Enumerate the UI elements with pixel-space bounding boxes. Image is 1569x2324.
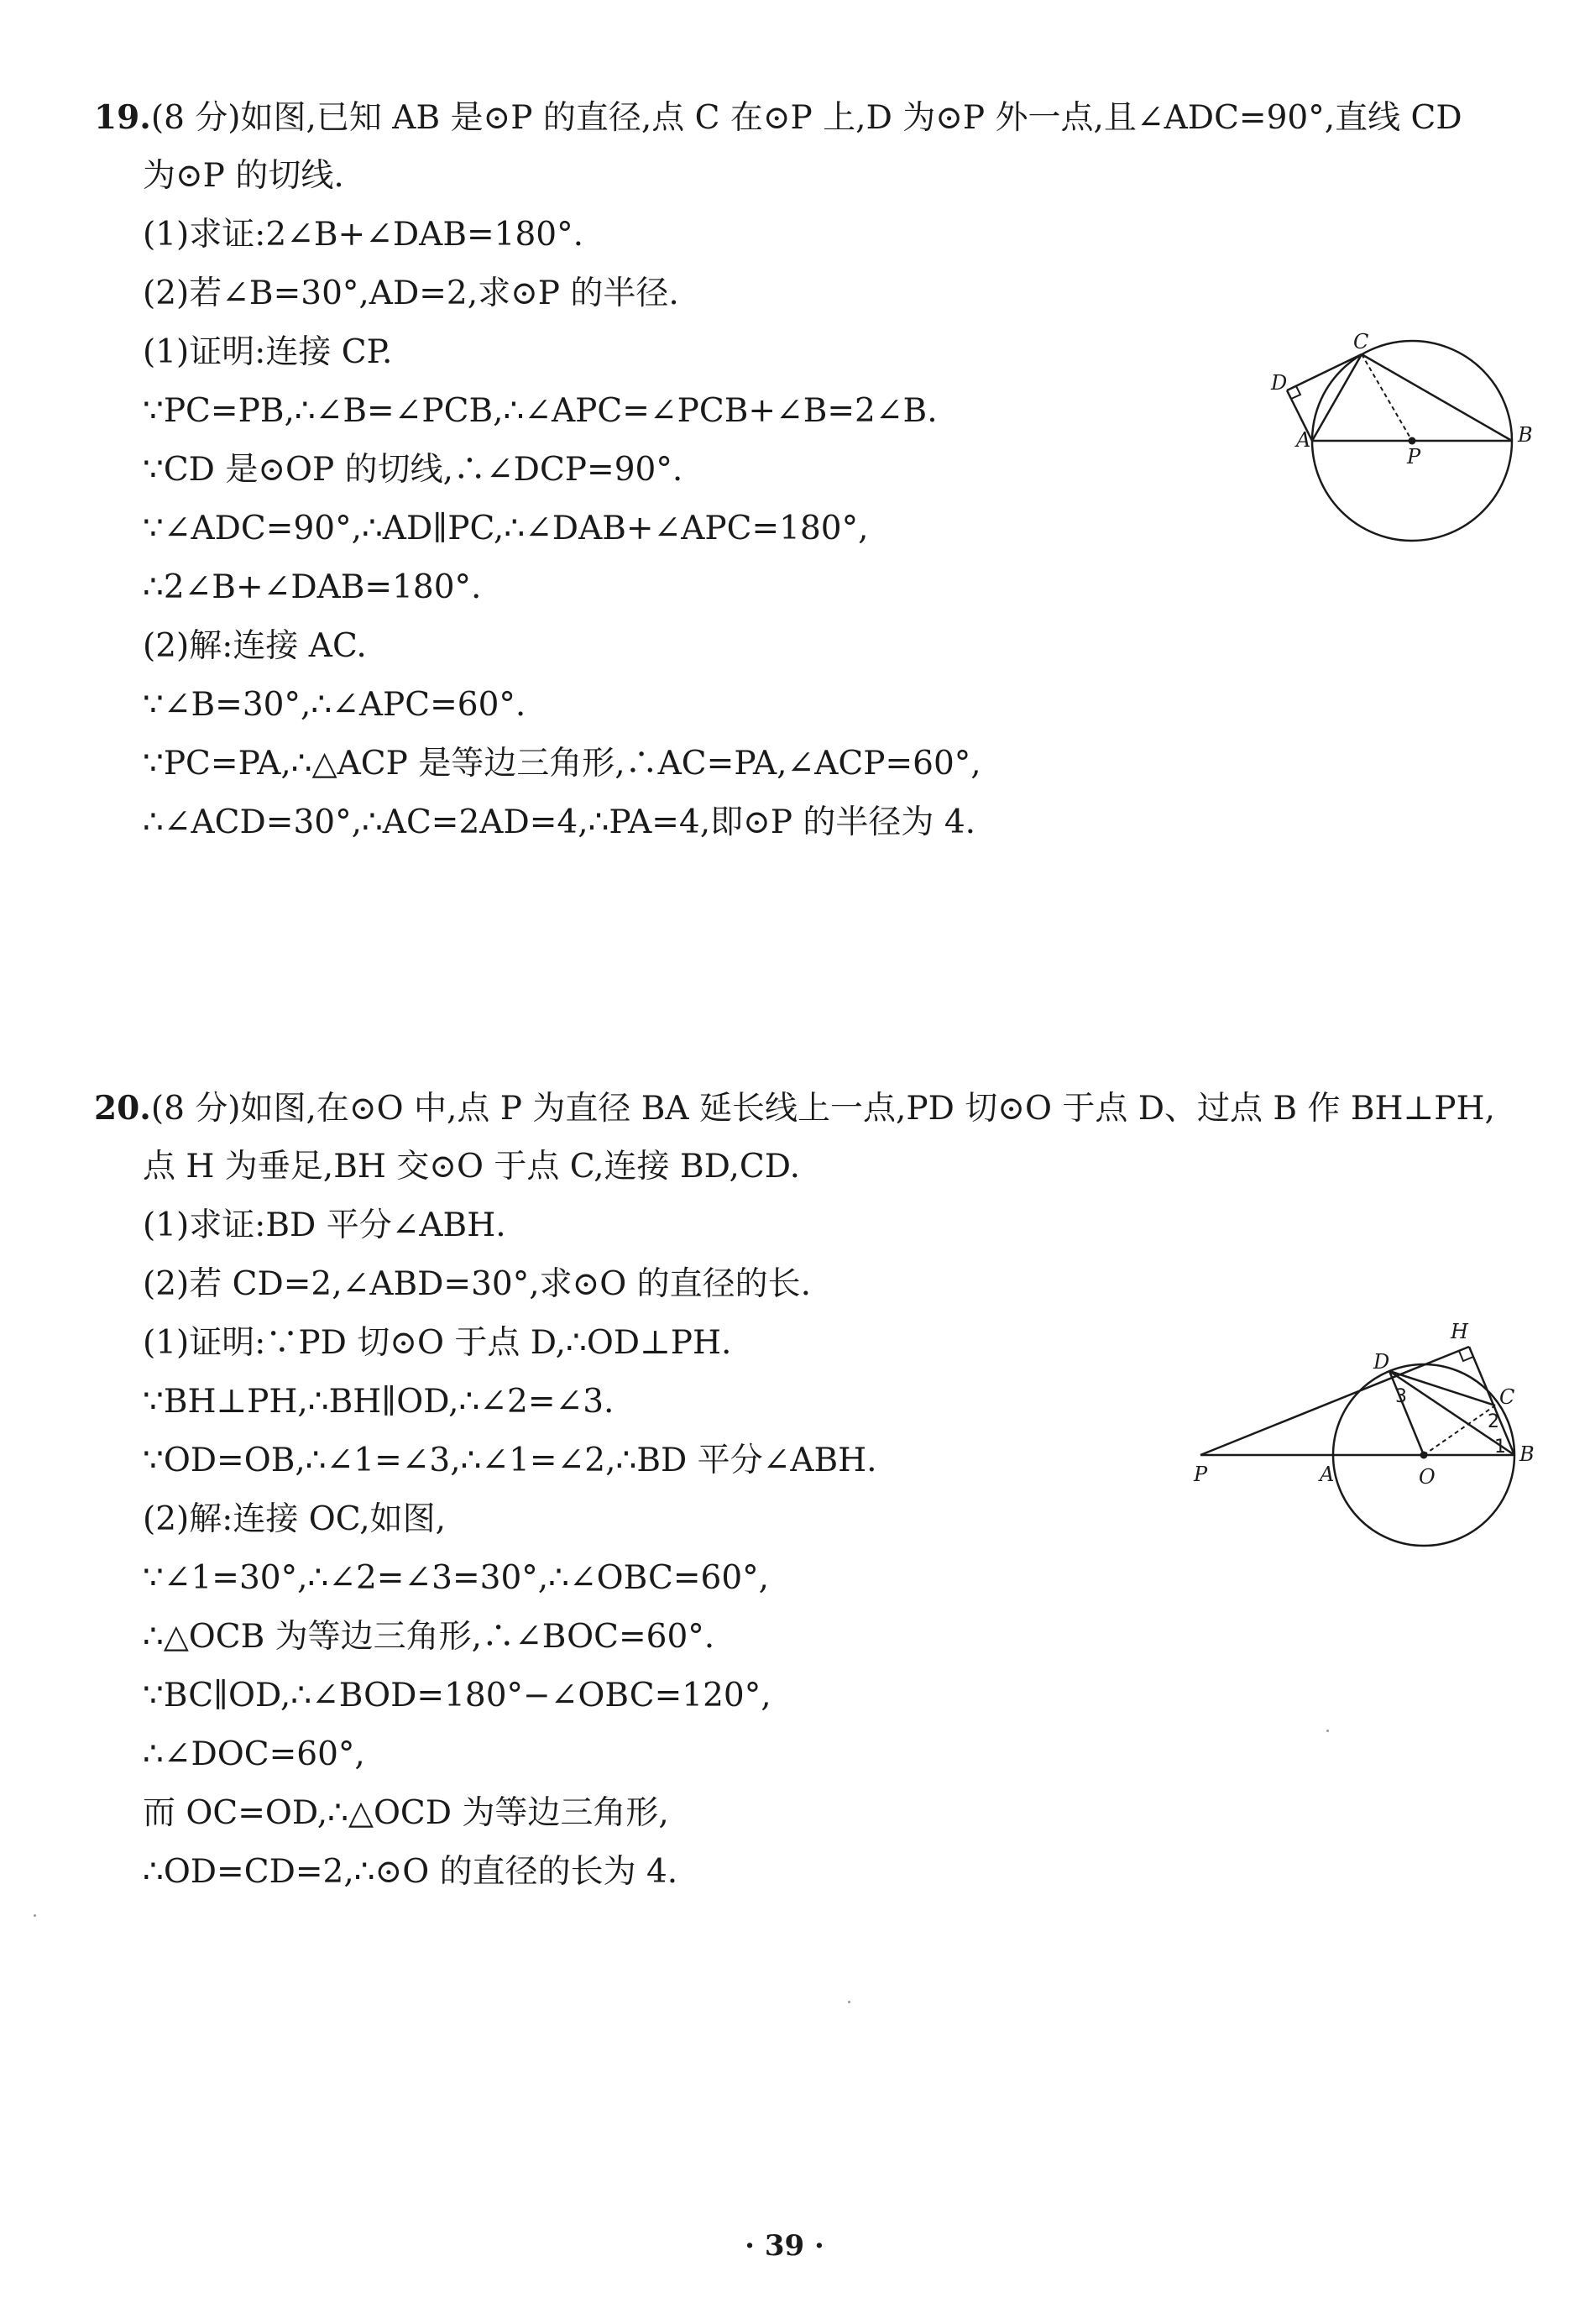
q19-line-3: (2)若∠B=30°,AD=2,求⊙P 的半径. <box>143 275 679 312</box>
q20-line-0: (8 分)如图,在⊙O 中,点 P 为直径 BA 延长线上一点,PD 切⊙O 于点 D、过点 B 作 BH⊥PH, <box>150 1090 1495 1128</box>
q20-line-8: ∵∠1=30°,∴∠2=∠3=30°,∴∠OBC=60°, <box>143 1559 770 1597</box>
q19-line-6: ∵CD 是⊙OP 的切线,∴∠DCP=90°. <box>143 451 683 489</box>
q19-line-5: ∵PC=PB,∴∠B=∠PCB,∴∠APC=∠PCB+∠B=2∠B. <box>143 392 938 430</box>
q19-number: 19. <box>94 98 151 137</box>
q20-center-dot <box>1420 1452 1428 1459</box>
q19-line-11: ∵PC=PA,∴△ACP 是等边三角形,∴AC=PA,∠ACP=60°, <box>143 745 981 783</box>
q20-label-b: B <box>1519 1442 1535 1466</box>
q20-line-7: (2)解:连接 OC,如图, <box>143 1500 446 1538</box>
q20-figure <box>1175 1310 1545 1562</box>
q20-label-o: O <box>1419 1465 1436 1489</box>
q19-label-c: C <box>1353 330 1369 353</box>
q20-line-9: ∴△OCB 为等边三角形,∴∠BOC=60°. <box>143 1618 715 1656</box>
q19-stem-line-1 <box>94 94 1462 142</box>
q20-number: 20. <box>94 1089 151 1128</box>
q20-line-10: ∵BC∥OD,∴∠BOD=180°−∠OBC=120°, <box>143 1677 771 1714</box>
q20-line-12: 而 OC=OD,∴△OCD 为等边三角形, <box>143 1794 669 1832</box>
q19-segment-cb <box>1362 354 1512 441</box>
q20-segment-oc <box>1424 1405 1495 1455</box>
q20-line-4: (1)证明:∵PD 切⊙O 于点 D,∴OD⊥PH. <box>143 1324 732 1362</box>
q20-label-p: P <box>1194 1463 1208 1486</box>
q20-label-a: A <box>1320 1463 1335 1486</box>
q19-label-p: P <box>1407 445 1421 468</box>
q19-line-4: (1)证明:连接 CP. <box>143 333 393 371</box>
q20-line-3: (2)若 CD=2,∠ABD=30°,求⊙O 的直径的长. <box>143 1265 812 1303</box>
q20-line-6: ∵OD=OB,∴∠1=∠3,∴∠1=∠2,∴BD 平分∠ABH. <box>143 1442 877 1479</box>
q20-label-c: C <box>1499 1385 1515 1409</box>
q19-segment-cp <box>1362 354 1412 441</box>
q20-stem-line-1 <box>94 1085 1495 1133</box>
q20-label-h: H <box>1451 1320 1468 1343</box>
scan-speck <box>848 2001 850 2003</box>
q20-label-d: D <box>1373 1350 1390 1374</box>
q19-line-1: 为⊙P 的切线. <box>143 157 344 195</box>
q19-center-dot <box>1409 437 1416 445</box>
q20-line-13: ∴OD=CD=2,∴⊙O 的直径的长为 4. <box>143 1853 678 1891</box>
scan-speck <box>1326 1730 1329 1732</box>
q19-label-a: A <box>1296 428 1311 452</box>
q19-label-d: D <box>1271 371 1288 395</box>
q19-line-12: ∴∠ACD=30°,∴AC=2AD=4,∴PA=4,即⊙P 的半径为 4. <box>143 803 976 841</box>
q19-line-9: (2)解:连接 AC. <box>143 627 367 665</box>
q19-label-b: B <box>1518 423 1533 447</box>
q19-line-10: ∵∠B=30°,∴∠APC=60°. <box>143 686 526 724</box>
q19-line-2: (1)求证:2∠B+∠DAB=180°. <box>143 216 583 254</box>
q19-line-7: ∵∠ADC=90°,∴AD∥PC,∴∠DAB+∠APC=180°, <box>143 510 869 547</box>
q20-line-5: ∵BH⊥PH,∴BH∥OD,∴∠2=∠3. <box>143 1383 615 1421</box>
q19-line-8: ∴2∠B+∠DAB=180°. <box>143 568 482 606</box>
q20-line-2: (1)求证:BD 平分∠ABH. <box>143 1206 506 1244</box>
page-number: · 39 · <box>745 2229 824 2263</box>
q20-line-11: ∴∠DOC=60°, <box>143 1735 365 1773</box>
q20-angle-label-3: 3 <box>1395 1386 1407 1407</box>
q19-line-0: (8 分)如图,已知 AB 是⊙P 的直径,点 C 在⊙P 上,D 为⊙P 外一点,且∠ADC=90°,直线 CD <box>150 99 1462 137</box>
scan-speck <box>34 1914 36 1917</box>
q20-line-1: 点 H 为垂足,BH 交⊙O 于点 C,连接 BD,CD. <box>143 1148 801 1186</box>
q19-figure <box>1251 319 1553 546</box>
q20-angle-label-1: 1 <box>1494 1437 1506 1458</box>
q20-angle-label-2: 2 <box>1488 1411 1499 1432</box>
